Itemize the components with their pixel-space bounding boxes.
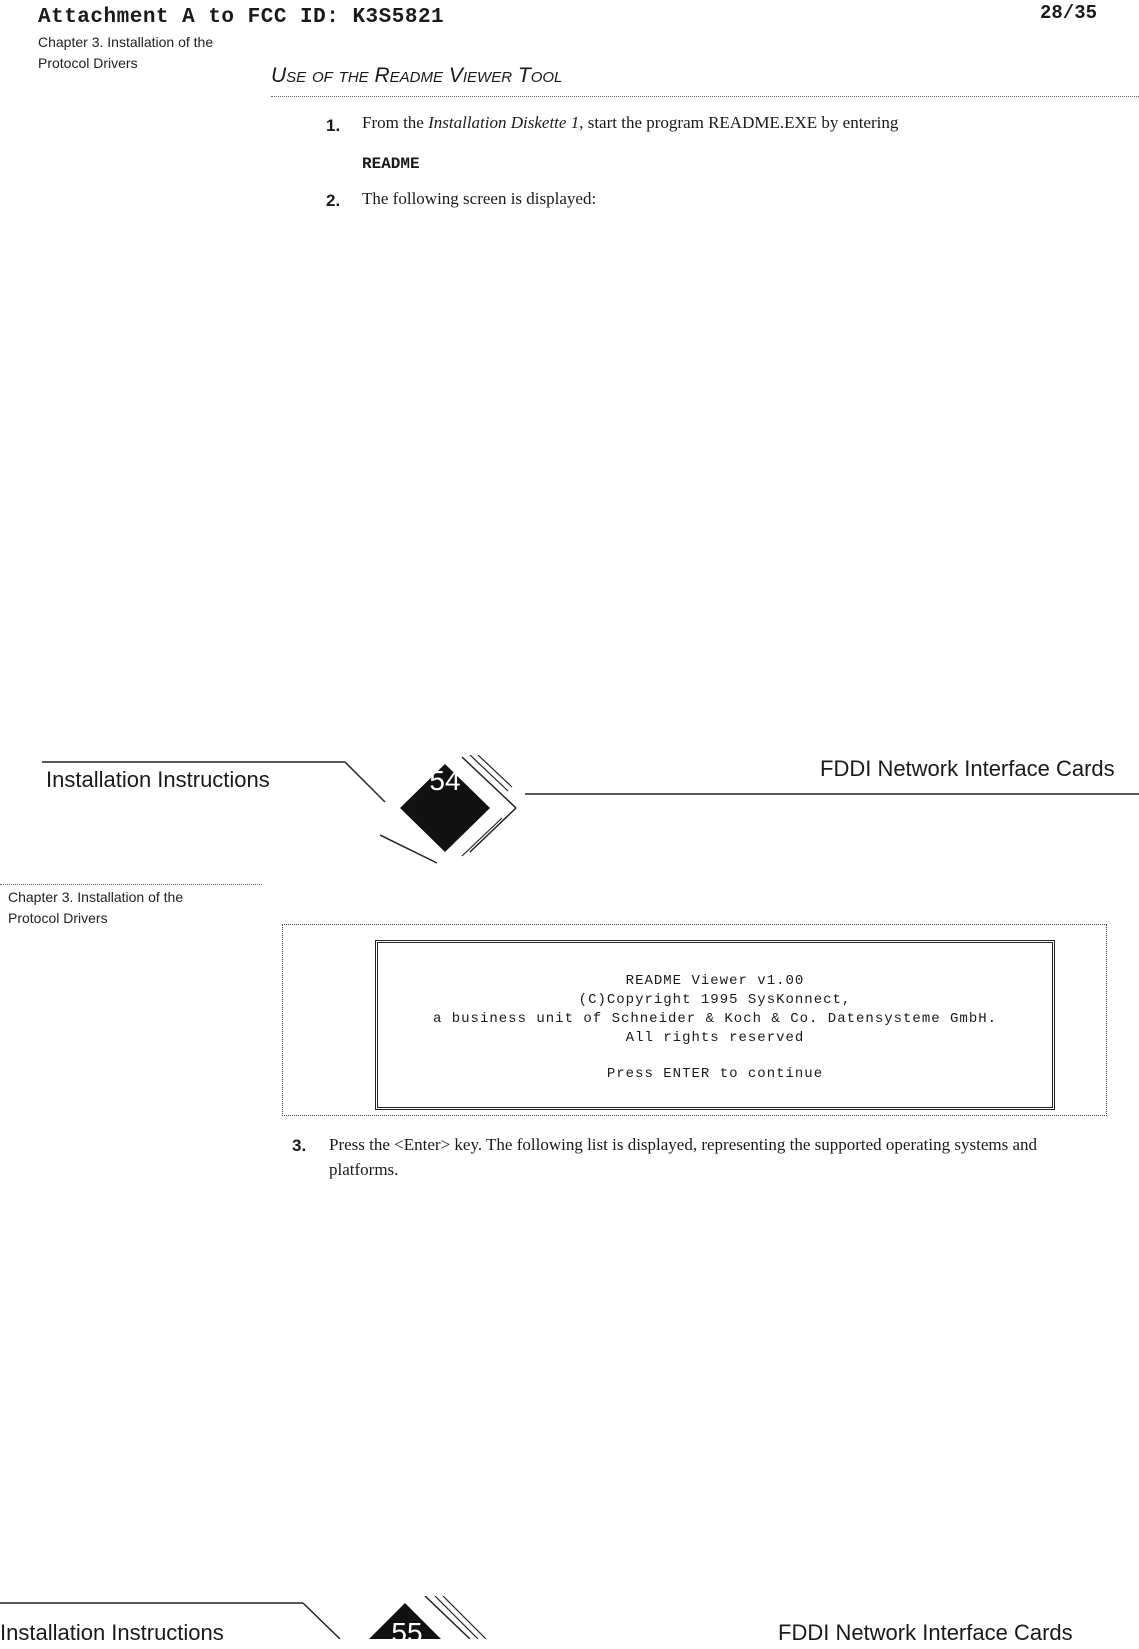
- splash-copyright: (C)Copyright 1995 SysKonnect,: [578, 992, 852, 1008]
- chapter-label: [38, 32, 213, 74]
- splash-title: README Viewer v1.00: [625, 973, 805, 989]
- chapter-label-line1: Chapter 3. Installation of the: [38, 34, 214, 50]
- section-rule: [271, 96, 1139, 97]
- step-3-text: Press the <Enter> key. The following list is displayed, representing the supported operating systems and platforms.: [329, 1135, 1038, 1179]
- footer-product-name: FDDI Network Interface Cards: [778, 1620, 1073, 1645]
- chapter-label-line2: Protocol Drivers: [38, 55, 138, 71]
- step-1-diskette-name: Installation Diskette 1: [428, 113, 580, 132]
- step-2-number: 2.: [326, 191, 341, 210]
- readme-viewer-splash-screen: [375, 940, 1055, 1110]
- page-number: 54: [429, 765, 461, 796]
- footer-manual-title: Installation Instructions: [0, 1620, 224, 1645]
- document-header-title: Attachment A to FCC ID: K3S5821: [38, 6, 445, 29]
- splash-rights: All rights reserved: [625, 1030, 805, 1046]
- fax-page-counter: 28/35: [1040, 2, 1098, 24]
- step-1-number: 1.: [326, 116, 341, 135]
- page-number: 55: [391, 1617, 423, 1648]
- step-1-text-pre: From the: [362, 113, 424, 132]
- splash-company: a business unit of Schneider & Koch & Co. Datensysteme GmbH.: [432, 1011, 998, 1027]
- section-title: Use of the Readme Viewer Tool: [271, 64, 563, 87]
- step-3-number: 3.: [292, 1136, 307, 1155]
- footer-product-name: FDDI Network Interface Cards: [820, 756, 1115, 781]
- step-1-text-post: , start the program README.EXE by entering: [579, 113, 899, 132]
- step-2-text: The following screen is displayed:: [362, 189, 597, 208]
- chapter-label-line2: Protocol Drivers: [8, 910, 108, 926]
- chapter-rule: [0, 884, 262, 885]
- footer-manual-title: Installation Instructions: [46, 767, 270, 792]
- splash-continue-prompt: Press ENTER to continue: [606, 1066, 824, 1082]
- step-1-text: [362, 110, 898, 135]
- chapter-label-line1: Chapter 3. Installation of the: [8, 889, 184, 905]
- chapter-label-page55: [8, 887, 183, 929]
- step-1-command: README: [362, 155, 420, 173]
